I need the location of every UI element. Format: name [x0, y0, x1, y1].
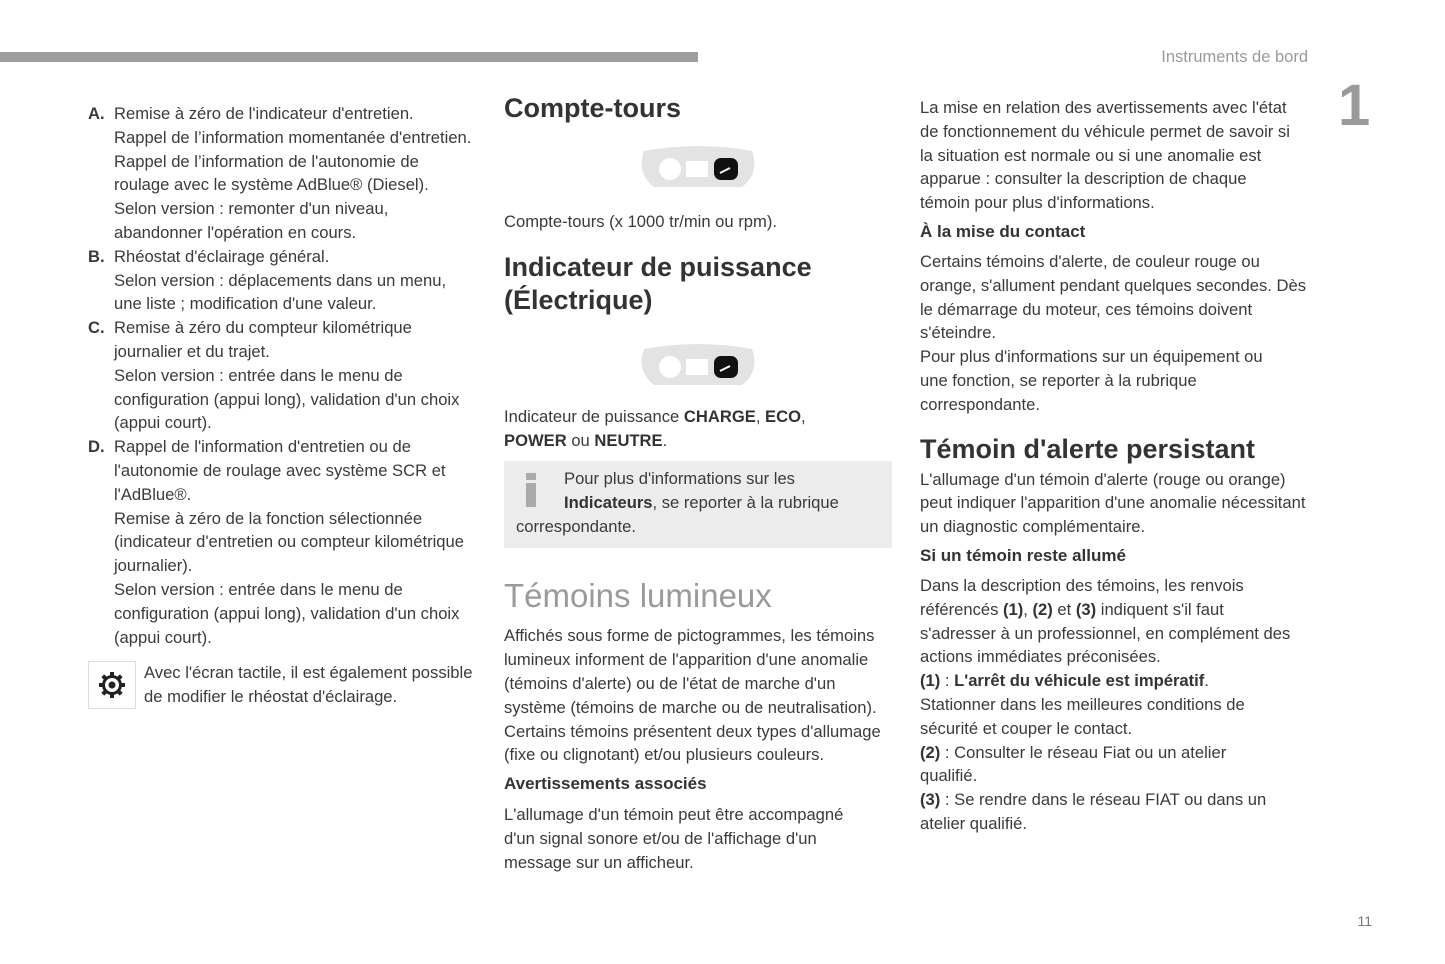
dashboard-power-icon [638, 341, 892, 396]
list-item-text: Rappel de l’information de l'autonomie de roulage avec le système AdBlue® (Diesel). [114, 151, 429, 195]
list-item-text: Remise à zéro de la fonction sélectionnée (indicateur d'entretien ou compteur kilométrique journalier). [114, 508, 464, 576]
list-item [88, 316, 476, 435]
list-item-text: Remise à zéro du compteur kilométrique journalier et du trajet. [114, 318, 412, 361]
info-icon [516, 467, 546, 511]
rev-counter-title: Compte-tours [504, 93, 681, 123]
chapter-number: 1 [1338, 73, 1371, 138]
header-bar [0, 52, 698, 62]
list-item-text: Selon version : déplacements dans un menu, une liste ; modification d'une valeur. [114, 270, 447, 314]
info-note: Pour plus d'informations sur les Indicateurs, se reporter à la rubrique correspondante. [504, 461, 892, 548]
list-item-label: A. [88, 104, 105, 123]
list-item-text: Remise à zéro de l'indicateur d'entretien. [114, 104, 414, 123]
column-1 [88, 102, 476, 709]
list-item-text: Rappel de l'information d'entretien ou de l'autonomie de roulage avec système SCR et l'AdBlue®. [114, 437, 446, 504]
list-item [88, 102, 476, 245]
column-3: La mise en relation des avertissements avec l'état de fonctionnement du véhicule permet de savoir si la situation est normale ou si une anomalie est apparue : consulter la description de chaque témoin pour plus d'informations. À la mise du contact Certains témoins d'alerte, de couleur rouge ou orange, s'allument pendant quelques secondes. Dès le démarrage du moteur, ces témoins doivent s'éteindre. Pour plus d'informations sur un équipement ou une fonction, se reporter à la rubrique correspondante. Témoin d'alerte persistant L'allumage d'un témoin d'alerte (rouge ou orange) peut indiquer l'apparition d'une anomalie nécessitant un diagnostic complémentaire. Si un témoin reste allumé Dans la description des témoins, les renvois référencés (1), (2) et (3) indiquent s'il faut s'adresser à un professionnel, en complément des actions immédiates préconisées. (1) : L'arrêt du véhicule est impératif. Stationner dans les meilleures conditions de sécurité et couper le contact. (2) : Consulter le réseau Fiat ou un atelier qualifié. (3) : Se rendre dans le réseau FIAT ou dans un atelier qualifié. [920, 96, 1310, 836]
touch-note: Avec l'écran tactile, il est également possible de modifier le rhéostat d'éclairage. [88, 661, 476, 709]
page-number: 11 [1357, 913, 1372, 929]
power-text: Indicateur de puissance CHARGE, ECO, POWER ou NEUTRE. [504, 407, 806, 451]
list-item [88, 435, 476, 649]
list-item-label: C. [88, 318, 105, 338]
running-head: Instruments de bord [1161, 48, 1308, 66]
list-item-label: B. [88, 246, 105, 266]
list-item [88, 245, 476, 316]
list-item-text: Rappel de l’information momentanée d'entretien. [114, 127, 472, 147]
persistent-warning-title: Témoin d'alerte persistant [920, 433, 1256, 464]
column-2: Compte-tours Compte-tours (x 1000 tr/min ou rpm). Indicateur de puissance (Électrique) Indicateur de puissance CHARGE, ECO, POWER ou NEUTRE. Pour plus d'informations sur les Indicateurs, se reporter à la rubrique correspondante. Témoins lumineux Affichés sous forme de pictogrammes, les témoins lumineux informent de l'apparition d'une anomalie (témoins d'alerte) ou de l'état de marche d'un système (témoins de marche ou de neutralisation). Certains témoins présentent deux types d'allumage (fixe ou clignotant) et/ou plusieurs couleurs. Avertissements associés L'allumage d'un témoin peut être accompagné d'un signal sonore et/ou de l'affichage d'un message sur un afficheur. [504, 92, 892, 875]
dashboard-tachometer-icon [638, 143, 892, 198]
gear-icon [88, 661, 136, 709]
power-indicator-title: Indicateur de puissance (Électrique) [504, 251, 812, 315]
warning-lamps-title: Témoins lumineux [504, 577, 772, 615]
list-item-text: Selon version : entrée dans le menu de configuration (appui long), validation d'un choix (appui court). [114, 365, 460, 433]
list-item-text: Selon version : remonter d'un niveau, abandonner l'opération en cours. [114, 199, 389, 242]
reference-list: (1) : L'arrêt du véhicule est impératif. Stationner dans les meilleures conditions de sécurité et couper le contact. (2) : Consulter le réseau Fiat ou un atelier qualifié. (3) : Se rendre dans le réseau FIAT ou dans un atelier qualifié. [920, 671, 1267, 833]
list-item-text: Selon version : entrée dans le menu de configuration (appui long), validation d'un choix (appui court). [114, 579, 460, 647]
list-item-text: Rhéostat d'éclairage général. [114, 246, 330, 266]
control-list [88, 102, 476, 649]
list-item-label: D. [88, 437, 105, 457]
